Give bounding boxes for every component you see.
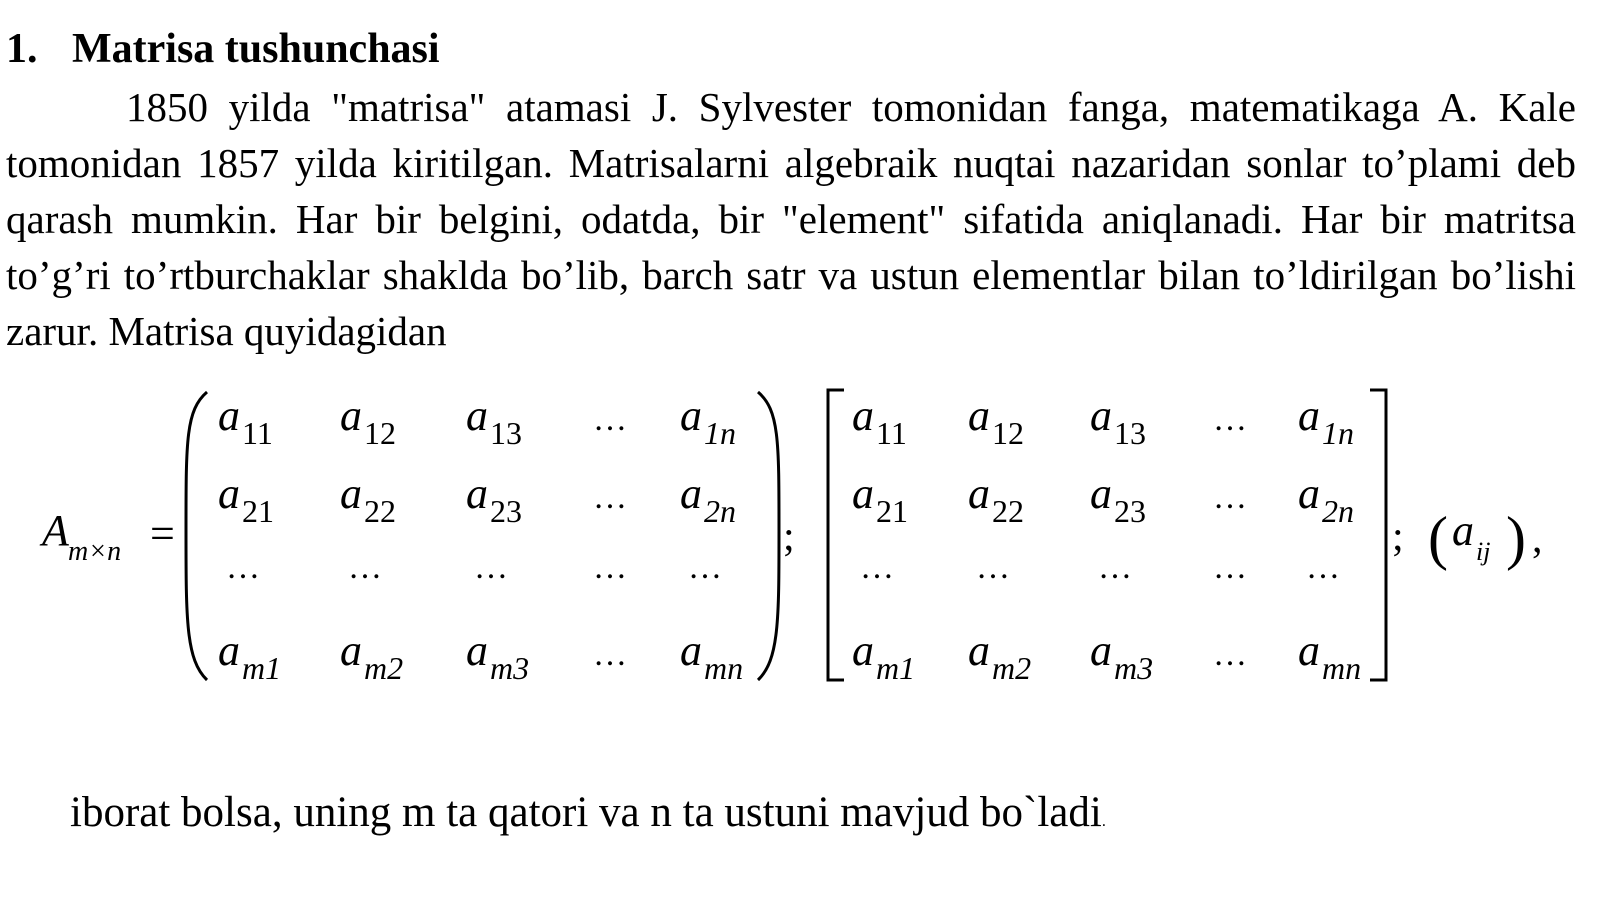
matrix-paren-cell-4-2-subscript: m2 bbox=[364, 650, 404, 686]
matrix-paren-cell-2-4: … bbox=[593, 479, 627, 516]
section-number: 1. bbox=[6, 26, 38, 72]
matrix-bracket-cell-1-1: a bbox=[852, 391, 874, 440]
matrix-bracket-cell-2-5-subscript: 2n bbox=[1322, 493, 1354, 529]
section-heading bbox=[6, 24, 440, 74]
matrix-paren-cell-4-1: a bbox=[218, 626, 240, 675]
trailing-comma: , bbox=[1532, 516, 1543, 562]
matrix-bracket-cell-2-2: a bbox=[968, 469, 990, 518]
section-title: Matrisa tushunchasi bbox=[72, 26, 440, 72]
matrix-bracket-cell-4-2-subscript: m2 bbox=[992, 650, 1032, 686]
matrix-paren-cell-3-3: … bbox=[474, 549, 508, 586]
matrix-formula-graphic bbox=[0, 380, 1600, 710]
matrix-paren-cell-1-1-subscript: 11 bbox=[242, 415, 273, 451]
matrix-paren-cell-4-3-subscript: m3 bbox=[490, 650, 530, 686]
matrix-parentheses-cells bbox=[218, 391, 743, 686]
closing-text: iborat bolsa, uning m ta qatori va n ta ustuni mavjud bo`ladi bbox=[70, 789, 1102, 836]
matrix-bracket-cell-4-5: a bbox=[1298, 626, 1320, 675]
matrix-paren-cell-1-2: a bbox=[340, 391, 362, 440]
matrix-paren-cell-1-2-subscript: 12 bbox=[364, 415, 396, 451]
left-paren bbox=[186, 392, 207, 680]
matrix-bracket-cell-1-2-subscript: 12 bbox=[992, 415, 1024, 451]
matrix-paren-cell-4-5-subscript: mn bbox=[704, 650, 744, 686]
matrix-bracket-cell-4-1-subscript: m1 bbox=[876, 650, 916, 686]
matrix-bracket-cell-1-5-subscript: 1n bbox=[1322, 415, 1354, 451]
matrix-bracket-cell-3-3: … bbox=[1098, 549, 1132, 586]
matrix-bracket-cell-2-1: a bbox=[852, 469, 874, 518]
separator-2: ; bbox=[1392, 514, 1404, 560]
matrix-paren-cell-1-3-subscript: 13 bbox=[490, 415, 522, 451]
matrix-paren-cell-3-5: … bbox=[688, 549, 722, 586]
matrix-paren-cell-2-2-subscript: 22 bbox=[364, 493, 396, 529]
matrix-bracket-cell-3-4: … bbox=[1213, 549, 1247, 586]
matrix-paren-cell-1-1: a bbox=[218, 391, 240, 440]
matrix-bracket-cell-4-3-subscript: m3 bbox=[1114, 650, 1154, 686]
matrix-bracket-cell-4-3: a bbox=[1090, 626, 1112, 675]
paragraph-text: 1850 yilda "matrisa" atamasi J. Sylvester tomonidan fanga, matematikaga A. Kale tomonidan 1857 yilda kiritilgan. Matrisalarni algebraik nuqtai nazaridan sonlar to’plami deb qarash mumkin. Har bir belgini, odatda, bir "element" sifatida aniqlanadi. Har bir matritsa to’g’ri to’rtburchaklar shaklda bo’lib, barch satr va ustun elementlar bilan to’ldirilgan bo’lishi zarur. Matrisa quyidagidan bbox=[6, 84, 1576, 354]
matrix-bracket-cell-1-3-subscript: 13 bbox=[1114, 415, 1146, 451]
matrix-paren-cell-2-3-subscript: 23 bbox=[490, 493, 522, 529]
matrix-formula bbox=[0, 380, 1600, 710]
matrix-paren-cell-1-3: a bbox=[466, 391, 488, 440]
short-form-subscript: ij bbox=[1476, 537, 1491, 566]
matrix-paren-cell-4-3: a bbox=[466, 626, 488, 675]
matrix-bracket-cell-3-1: … bbox=[860, 549, 894, 586]
matrix-paren-cell-2-5: a bbox=[680, 469, 702, 518]
matrix-paren-cell-3-4: … bbox=[593, 549, 627, 586]
short-form-close-paren: ) bbox=[1506, 505, 1526, 571]
matrix-bracket-cell-4-5-subscript: mn bbox=[1322, 650, 1362, 686]
matrix-bracket-cell-2-2-subscript: 22 bbox=[992, 493, 1024, 529]
matrix-brackets-cells bbox=[852, 391, 1361, 686]
matrix-bracket-cell-4-1: a bbox=[852, 626, 874, 675]
right-paren bbox=[758, 392, 779, 680]
short-form-base: a bbox=[1452, 506, 1474, 555]
matrix-bracket-cell-3-5: … bbox=[1306, 549, 1340, 586]
matrix-paren-cell-4-4: … bbox=[593, 636, 627, 673]
equals-sign: = bbox=[150, 509, 175, 558]
matrix-paren-cell-2-1: a bbox=[218, 469, 240, 518]
matrix-bracket-cell-4-4: … bbox=[1213, 636, 1247, 673]
right-bracket bbox=[1370, 390, 1386, 680]
intro-paragraph bbox=[6, 79, 1576, 359]
matrix-bracket-cell-2-3: a bbox=[1090, 469, 1112, 518]
matrix-paren-cell-2-1-subscript: 21 bbox=[242, 493, 274, 529]
matrix-bracket-cell-1-3: a bbox=[1090, 391, 1112, 440]
matrix-bracket-cell-2-3-subscript: 23 bbox=[1114, 493, 1146, 529]
matrix-paren-cell-2-2: a bbox=[340, 469, 362, 518]
closing-period: . bbox=[1101, 813, 1106, 830]
matrix-lhs-subscript: m×n bbox=[68, 536, 122, 567]
matrix-paren-cell-2-3: a bbox=[466, 469, 488, 518]
short-form-open-paren: ( bbox=[1428, 505, 1448, 571]
matrix-paren-cell-1-5-subscript: 1n bbox=[704, 415, 736, 451]
matrix-lhs: A bbox=[42, 506, 69, 555]
matrix-bracket-cell-2-4: … bbox=[1213, 479, 1247, 516]
matrix-paren-cell-1-5: a bbox=[680, 391, 702, 440]
matrix-bracket-cell-2-5: a bbox=[1298, 469, 1320, 518]
matrix-paren-cell-2-5-subscript: 2n bbox=[704, 493, 736, 529]
matrix-bracket-cell-4-2: a bbox=[968, 626, 990, 675]
matrix-paren-cell-4-2: a bbox=[340, 626, 362, 675]
matrix-paren-cell-4-1-subscript: m1 bbox=[242, 650, 282, 686]
matrix-bracket-cell-1-1-subscript: 11 bbox=[876, 415, 907, 451]
matrix-bracket-cell-2-1-subscript: 21 bbox=[876, 493, 908, 529]
left-bracket bbox=[828, 390, 844, 680]
matrix-bracket-cell-1-5: a bbox=[1298, 391, 1320, 440]
matrix-paren-cell-3-2: … bbox=[348, 549, 382, 586]
matrix-paren-cell-4-5: a bbox=[680, 626, 702, 675]
matrix-bracket-cell-3-2: … bbox=[976, 549, 1010, 586]
matrix-paren-cell-3-1: … bbox=[226, 549, 260, 586]
closing-sentence bbox=[70, 785, 1106, 850]
matrix-bracket-cell-1-2: a bbox=[968, 391, 990, 440]
matrix-bracket-cell-1-4: … bbox=[1213, 401, 1247, 438]
separator-1: ; bbox=[783, 514, 795, 560]
matrix-paren-cell-1-4: … bbox=[593, 401, 627, 438]
